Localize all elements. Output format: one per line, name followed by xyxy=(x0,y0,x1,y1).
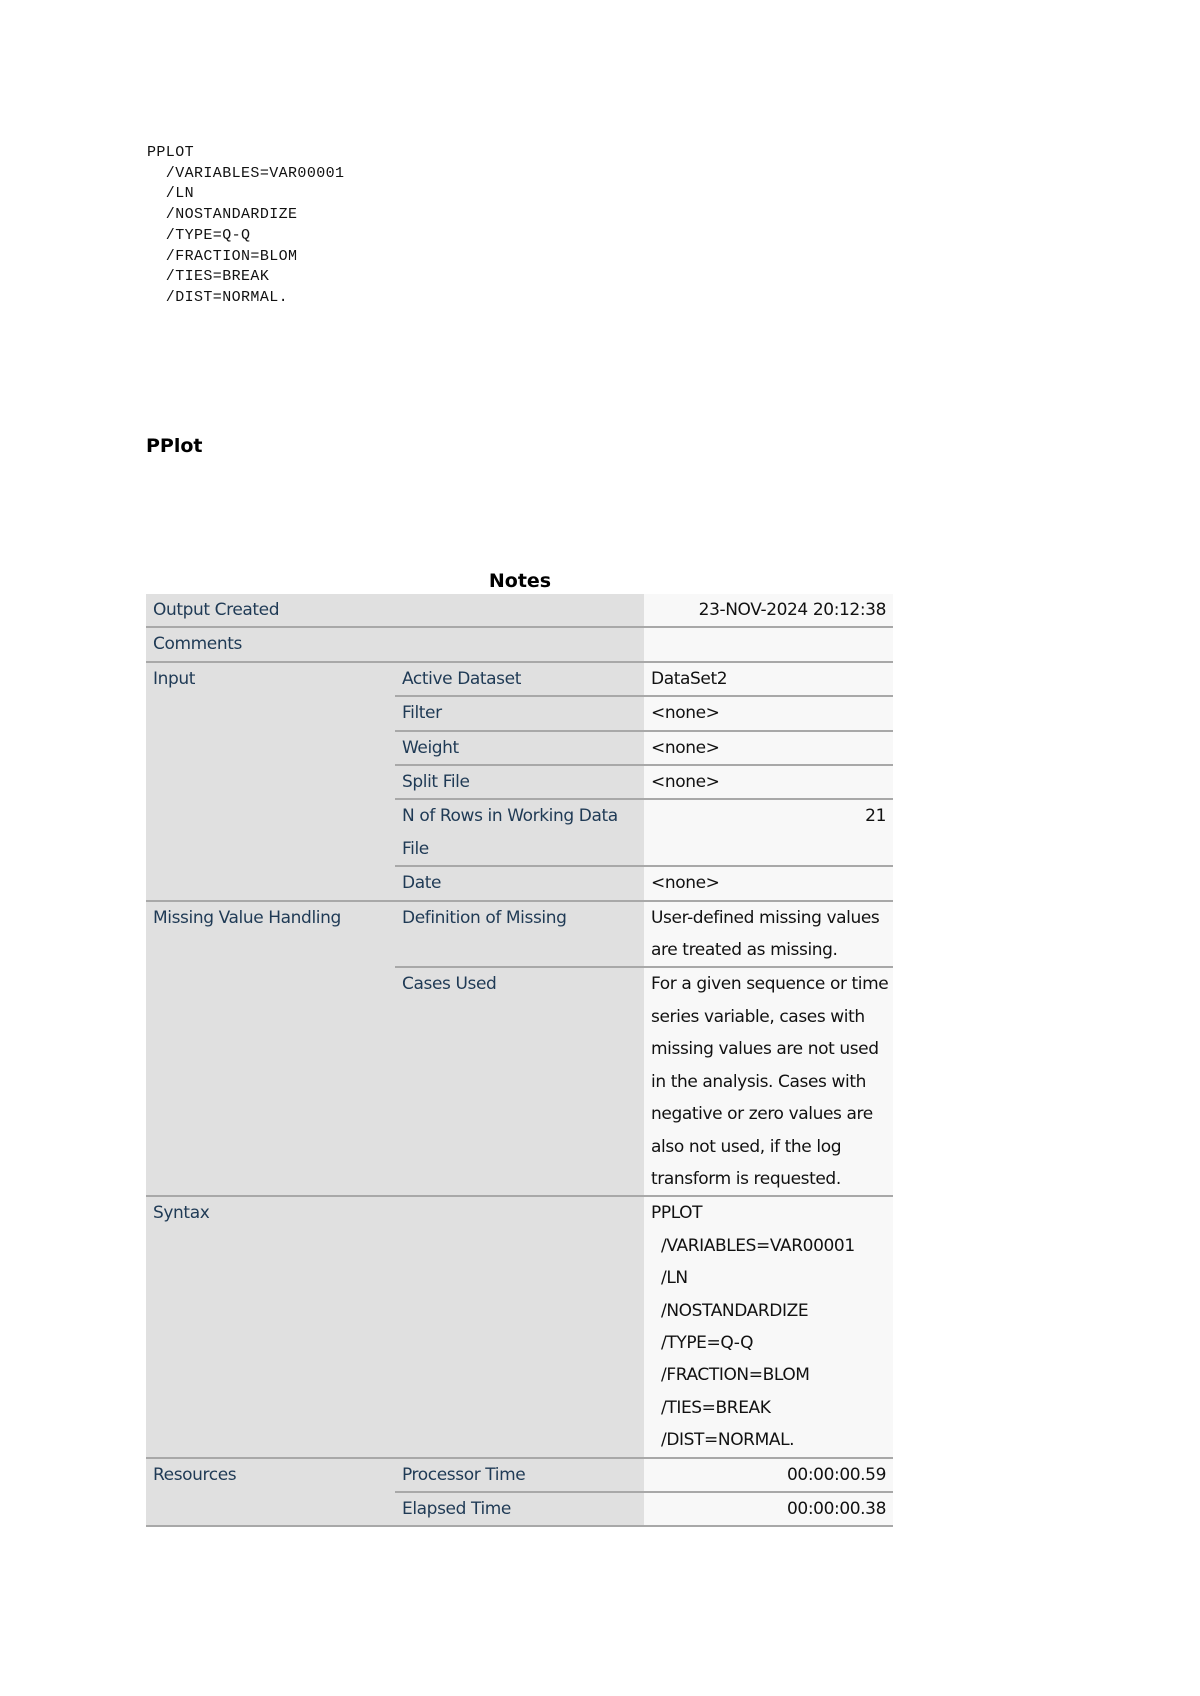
value-line: negative or zero values are xyxy=(651,1104,873,1125)
row-label-comments: Comments xyxy=(146,627,644,661)
table-row-syntax xyxy=(146,1196,893,1457)
value-weight: <none> xyxy=(644,731,893,765)
row-label-resources: Resources xyxy=(146,1458,395,1527)
value-line: /VARIABLES=VAR00001 xyxy=(651,1235,855,1256)
table-row-definition-of-missing xyxy=(146,901,893,968)
value-line: series variable, cases with xyxy=(651,1006,865,1027)
value-n-rows: 21 xyxy=(644,799,893,866)
row-sublabel-weight: Weight xyxy=(395,731,644,765)
row-label-syntax: Syntax xyxy=(146,1196,644,1457)
value-line: /LN xyxy=(651,1268,688,1289)
row-sublabel-elapsed-time: Elapsed Time xyxy=(395,1492,644,1526)
value-line: in the analysis. Cases with xyxy=(651,1071,866,1092)
syntax-line: /TYPE=Q-Q xyxy=(147,226,251,244)
value-definition-of-missing xyxy=(644,901,893,968)
value-line: /TYPE=Q-Q xyxy=(651,1332,754,1353)
value-line: are treated as missing. xyxy=(651,940,838,961)
table-row-comments xyxy=(146,627,893,661)
row-sublabel-cases-used: Cases Used xyxy=(395,967,644,1196)
value-line: For a given sequence or time xyxy=(651,974,889,995)
procedure-title: PPlot xyxy=(146,435,203,457)
row-sublabel-definition-of-missing: Definition of Missing xyxy=(395,901,644,968)
row-label-output-created: Output Created xyxy=(146,594,644,627)
value-comments xyxy=(644,627,893,661)
value-output-created: 23-NOV-2024 20:12:38 xyxy=(644,594,893,627)
value-line: also not used, if the log xyxy=(651,1136,842,1157)
row-label-missing-value-handling: Missing Value Handling xyxy=(146,901,395,1197)
value-line: /NOSTANDARDIZE xyxy=(651,1300,809,1321)
value-line: missing values are not used xyxy=(651,1039,879,1060)
table-row-active-dataset xyxy=(146,662,893,696)
row-sublabel-active-dataset: Active Dataset xyxy=(395,662,644,696)
row-sublabel-filter: Filter xyxy=(395,696,644,730)
value-split-file: <none> xyxy=(644,765,893,799)
row-sublabel-date: Date xyxy=(395,866,644,900)
value-elapsed-time: 00:00:00.38 xyxy=(644,1492,893,1526)
label-line: N of Rows in Working Data xyxy=(402,806,618,827)
value-line: /FRACTION=BLOM xyxy=(651,1365,810,1386)
notes-table xyxy=(146,594,893,1527)
value-line: transform is requested. xyxy=(651,1168,841,1189)
table-row-output-created xyxy=(146,594,893,627)
syntax-line: PPLOT xyxy=(147,144,195,161)
syntax-line: /TIES=BREAK xyxy=(147,268,270,286)
syntax-line: /LN xyxy=(147,185,195,203)
syntax-line: /DIST=NORMAL. xyxy=(147,288,289,306)
syntax-line: /NOSTANDARDIZE xyxy=(147,206,298,224)
value-line: User-defined missing values xyxy=(651,907,880,928)
value-line: /DIST=NORMAL. xyxy=(651,1430,795,1451)
table-row-processor-time xyxy=(146,1458,893,1492)
notes-table-caption: Notes xyxy=(488,570,552,592)
row-sublabel-split-file: Split File xyxy=(395,765,644,799)
value-line: /TIES=BREAK xyxy=(651,1397,771,1418)
value-processor-time: 00:00:00.59 xyxy=(644,1458,893,1492)
value-active-dataset: DataSet2 xyxy=(644,662,893,696)
label-line: File xyxy=(402,838,429,859)
value-syntax xyxy=(644,1196,893,1457)
syntax-line: /FRACTION=BLOM xyxy=(147,247,298,265)
row-sublabel-n-rows xyxy=(395,799,644,866)
value-date: <none> xyxy=(644,866,893,900)
row-label-input: Input xyxy=(146,662,395,901)
value-cases-used xyxy=(644,967,893,1196)
syntax-code-block xyxy=(147,143,344,309)
syntax-line: /VARIABLES=VAR00001 xyxy=(147,164,345,182)
value-line: PPLOT xyxy=(651,1203,703,1224)
row-sublabel-processor-time: Processor Time xyxy=(395,1458,644,1492)
value-filter: <none> xyxy=(644,696,893,730)
